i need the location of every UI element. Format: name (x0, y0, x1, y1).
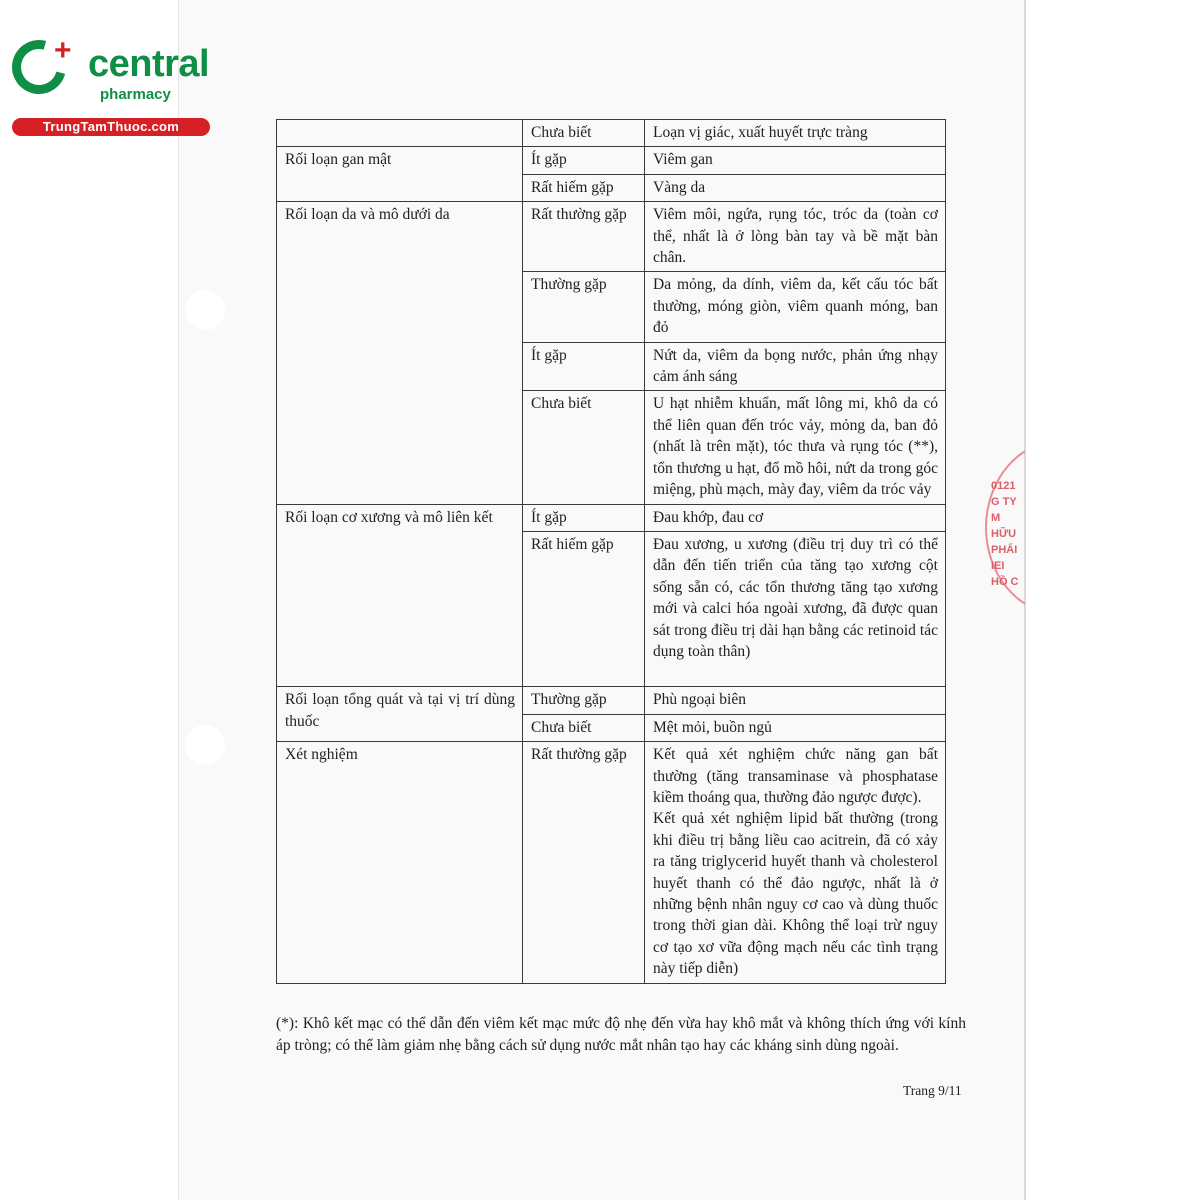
footnote: (*): Khô kết mạc có thể dẫn đến viêm kết mạc mức độ nhẹ đến vừa hay khô mắt và không thích ứng với kính áp tròng; có thể làm giảm nhẹ bằng cách sử dụng nước mắt nhân tạo hay các kháng sinh dùng ngoài. (276, 1015, 966, 1054)
logo-website: TrungTamThuoc.com (12, 118, 210, 136)
effect-cell: Nứt da, viêm da bọng nước, phản ứng nhạy cảm ánh sáng (645, 342, 946, 391)
system-cell (277, 120, 523, 147)
page-number: Trang 9/11 (903, 1083, 962, 1098)
logo-brand: central (88, 43, 210, 85)
side-effects-table (276, 119, 946, 984)
frequency-cell: Ít gặp (523, 504, 645, 531)
effect-paragraph: Kết quả xét nghiệm lipid bất thường (trong khi điều trị bằng liều cao acitrein, đã có xảy ra tăng triglycerid huyết thanh và cholesterol huyết thanh có thể đảo ngược, nhất là ở những bệnh nhân nguy cơ cao và dùng thuốc trong thời gian dài. Không thể loại trừ nguy cơ tạo xơ vữa động mạch nếu các tình trạng này tiếp diễn) (653, 810, 938, 978)
frequency-cell: Ít gặp (523, 342, 645, 391)
frequency-cell: Thường gặp (523, 272, 645, 342)
logo-plus-icon: + (54, 34, 72, 67)
punch-hole (185, 290, 225, 330)
system-cell: Rối loạn gan mật (277, 147, 523, 202)
effect-cell: Da mỏng, da dính, viêm da, kết cấu tóc bất thường, móng giòn, viêm quanh móng, ban đỏ (645, 272, 946, 342)
effect-cell: Viêm gan (645, 147, 946, 174)
stamp-text: 0121 G TY M HỮU PHẨI IEI HỒ C (991, 480, 1019, 588)
table-row (277, 504, 946, 531)
system-cell: Rối loạn da và mô dưới da (277, 202, 523, 504)
frequency-cell: Rất hiếm gặp (523, 174, 645, 201)
system-cell: Rối loạn cơ xương và mô liên kết (277, 504, 523, 687)
central-pharmacy-logo (12, 36, 222, 136)
frequency-cell: Rất thường gặp (523, 202, 645, 272)
frequency-cell: Chưa biết (523, 714, 645, 741)
effect-cell: Vàng da (645, 174, 946, 201)
frequency-cell: Chưa biết (523, 391, 645, 504)
table-row (277, 147, 946, 174)
punch-hole (185, 725, 225, 765)
frequency-cell: Rất hiếm gặp (523, 531, 645, 686)
frequency-cell: Rất thường gặp (523, 742, 645, 983)
company-stamp (985, 440, 1025, 615)
system-cell: Xét nghiệm (277, 742, 523, 983)
table-row (277, 742, 946, 983)
effect-cell: Phù ngoại biên (645, 687, 946, 714)
effect-cell: Mệt mỏi, buồn ngủ (645, 714, 946, 741)
effect-paragraph: Kết quả xét nghiệm chức năng gan bất thường (tăng transaminase và phosphatase kiềm thoáng qua, thường đảo ngược được). (653, 746, 938, 806)
frequency-cell: Chưa biết (523, 120, 645, 147)
table-row (277, 120, 946, 147)
logo-subtitle: pharmacy (100, 86, 171, 103)
effect-cell: Đau xương, u xương (điều trị duy trì có thể dẫn đến tiến triển của tăng tạo xương cột sống sẵn có, các tổn thương tăng tạo xương mới và calci hóa ngoài xương, đã được quan sát trong điều trị dài hạn bằng các retinoid tác dụng toàn thân) (645, 531, 946, 686)
effect-cell: Đau khớp, đau cơ (645, 504, 946, 531)
table-row (277, 687, 946, 714)
system-cell: Rối loạn tổng quát và tại vị trí dùng thuốc (277, 687, 523, 742)
frequency-cell: Ít gặp (523, 147, 645, 174)
frequency-cell: Thường gặp (523, 687, 645, 714)
table-row (277, 202, 946, 272)
effect-cell: Viêm môi, ngứa, rụng tóc, tróc da (toàn cơ thể, nhất là ở lòng bàn tay và bề mặt bàn chân. (645, 202, 946, 272)
effect-cell: U hạt nhiễm khuẩn, mất lông mi, khô da có thể liên quan đến tróc vảy, mỏng da, ban đỏ (nhất là trên mặt), tóc thưa và rụng tóc (**), tổn thương u hạt, đổ mồ hôi, nứt da trong góc miệng, phù mạch, mày đay, viêm da tróc vảy (645, 391, 946, 504)
effect-cell: Loạn vị giác, xuất huyết trực tràng (645, 120, 946, 147)
effect-cell (645, 742, 946, 983)
